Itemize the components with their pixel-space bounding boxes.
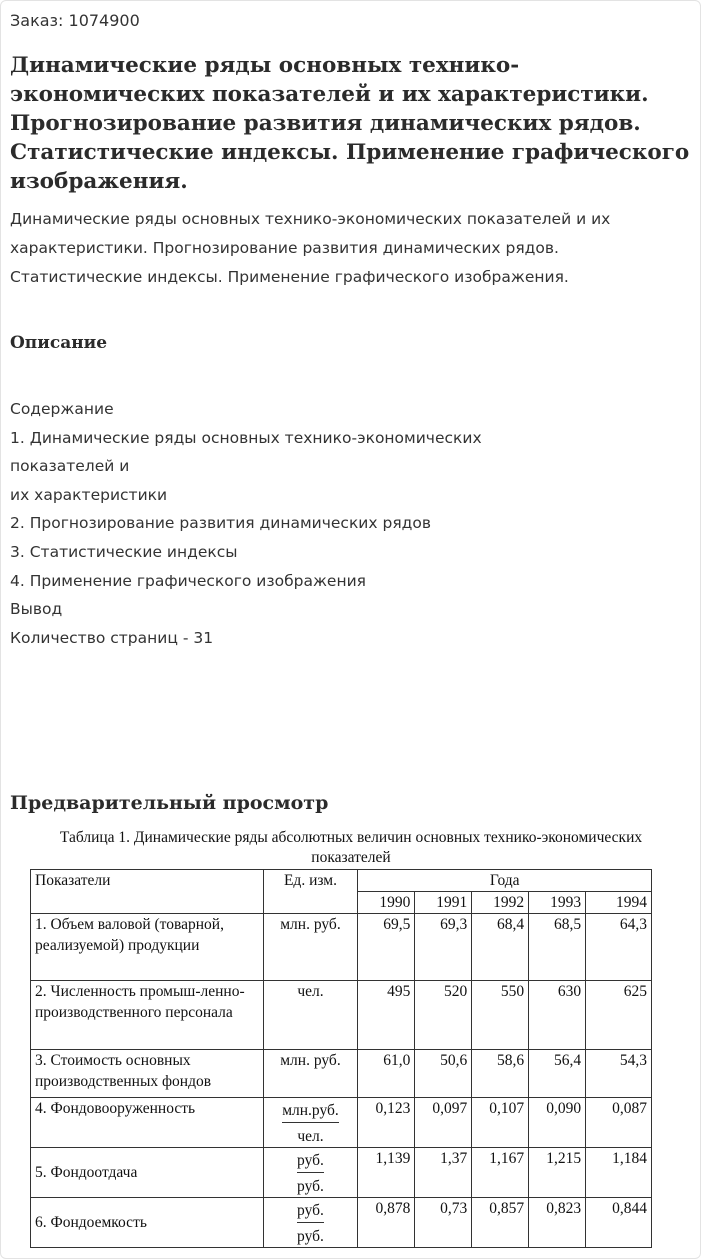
value-cell: 630 (529, 981, 586, 1050)
year-cell: 1994 (586, 892, 652, 914)
value-cell: 56,4 (529, 1050, 586, 1098)
description-text: Динамические ряды основных технико-экономических показателей и их характеристики. Прогнозирование развития динамических рядов. Статистические индексы. Применение графического изображения. (10, 210, 611, 286)
year-cell: 1990 (358, 892, 415, 914)
contents-line: Содержание (10, 400, 114, 418)
value-cell: 495 (358, 981, 415, 1050)
contents-list (10, 395, 630, 652)
value-cell: 0,087 (586, 1098, 652, 1148)
unit-numerator: руб. (297, 1198, 324, 1223)
value-cell: 0,857 (472, 1198, 529, 1248)
unit-cell: млн. руб. (263, 1050, 358, 1098)
preview-heading: Предварительный просмотр (10, 792, 329, 814)
value-cell: 54,3 (586, 1050, 652, 1098)
value-cell: 0,844 (586, 1198, 652, 1248)
value-cell: 0,090 (529, 1098, 586, 1148)
order-number: Заказ: 1074900 (10, 11, 140, 30)
page-title: Динамические ряды основных технико-экономических показателей и их характеристики. Прогнозирование развития динамических рядов. Статистические индексы. Применение графического изображения. (10, 53, 690, 194)
unit-cell (263, 1148, 358, 1198)
unit-denominator: руб. (297, 1228, 324, 1245)
unit-fraction (297, 1198, 324, 1247)
value-cell: 1,184 (586, 1148, 652, 1198)
unit-cell (263, 1198, 358, 1248)
contents-line: 2. Прогнозирование развития динамических рядов (10, 514, 431, 533)
value-cell: 0,123 (358, 1098, 415, 1148)
value-cell: 1,37 (415, 1148, 472, 1198)
unit-numerator: млн.руб. (282, 1098, 339, 1123)
table-row (31, 1198, 652, 1248)
indicator-name: 6. Фондоемкость (31, 1198, 264, 1248)
value-cell: 1,139 (358, 1148, 415, 1198)
contents-line: показателей и (10, 457, 130, 476)
indicator-name: 1. Объем валовой (товарной, реализуемой) продукции (31, 914, 264, 981)
value-cell: 520 (415, 981, 472, 1050)
unit-cell: млн. руб. (263, 914, 358, 981)
value-cell: 0,878 (358, 1198, 415, 1248)
value-cell: 0,73 (415, 1198, 472, 1248)
contents-line: 3. Статистические индексы (10, 542, 238, 561)
description-heading: Описание (10, 333, 108, 353)
value-cell: 69,3 (415, 914, 472, 981)
value-cell: 50,6 (415, 1050, 472, 1098)
indicator-name: 5. Фондоотдача (31, 1148, 264, 1198)
value-cell: 0,097 (415, 1098, 472, 1148)
value-cell: 58,6 (472, 1050, 529, 1098)
indicator-name: 4. Фондовооруженность (31, 1098, 264, 1148)
unit-cell: чел. (263, 981, 358, 1050)
year-cell: 1992 (472, 892, 529, 914)
value-cell: 0,823 (529, 1198, 586, 1248)
indicators-table (30, 869, 652, 1248)
table-caption: Таблица 1. Динамические ряды абсолютных величин основных технико-экономических показателей (59, 829, 643, 866)
value-cell: 1,167 (472, 1148, 529, 1198)
contents-line: 4. Применение графического изображения (10, 571, 367, 590)
unit-numerator: руб. (297, 1148, 324, 1173)
value-cell: 550 (472, 981, 529, 1050)
value-cell: 625 (586, 981, 652, 1050)
indicator-name: 3. Стоимость основных производственных фондов (31, 1050, 264, 1098)
unit-fraction (282, 1098, 339, 1147)
contents-line: их характеристики (10, 485, 168, 504)
indicator-name: 2. Численность промыш-ленно-производственного персонала (31, 981, 264, 1050)
year-cell: 1993 (529, 892, 586, 914)
header-years: Года (358, 870, 652, 892)
unit-fraction (297, 1148, 324, 1197)
unit-denominator: чел. (297, 1128, 324, 1145)
value-cell: 64,3 (586, 914, 652, 981)
header-unit: Ед. изм. (263, 870, 358, 914)
table-row (31, 914, 652, 981)
contents-line: Количество страниц - 31 (10, 628, 214, 647)
table-row (31, 1148, 652, 1198)
value-cell: 68,5 (529, 914, 586, 981)
unit-cell (263, 1098, 358, 1148)
contents-line: Вывод (10, 600, 63, 619)
table-row (31, 1098, 652, 1148)
table-header-row (31, 870, 652, 892)
value-cell: 68,4 (472, 914, 529, 981)
unit-denominator: руб. (297, 1178, 324, 1195)
table-row (31, 981, 652, 1050)
value-cell: 1,215 (529, 1148, 586, 1198)
contents-line: 1. Динамические ряды основных технико-экономических (10, 428, 482, 447)
value-cell: 61,0 (358, 1050, 415, 1098)
year-cell: 1991 (415, 892, 472, 914)
table-row (31, 1050, 652, 1098)
value-cell: 0,107 (472, 1098, 529, 1148)
value-cell: 69,5 (358, 914, 415, 981)
header-indicator: Показатели (31, 870, 264, 914)
